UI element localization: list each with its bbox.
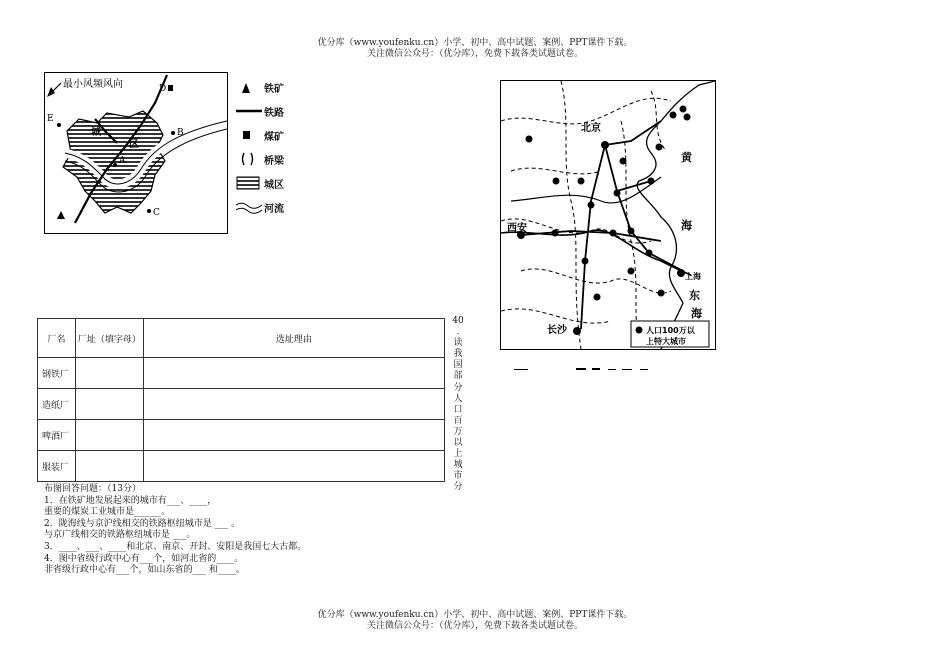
- table-row: [38, 420, 445, 451]
- label-b: B: [177, 128, 184, 138]
- reason-cell[interactable]: [143, 420, 444, 451]
- question-1a: 1．在铁矿地发展起来的城市有___、____，: [44, 495, 217, 506]
- province-borders: [501, 81, 671, 349]
- legend-railway: 铁路: [236, 102, 306, 124]
- factory-name: 啤酒厂: [38, 420, 76, 451]
- label-beijing: 北京: [581, 123, 601, 134]
- china-city-map: [500, 80, 716, 350]
- col-factory-name: 厂名: [38, 319, 76, 358]
- label-shanghai: 上海: [685, 272, 701, 281]
- china-map-drawing: [501, 81, 715, 349]
- site-cell[interactable]: [75, 451, 143, 482]
- table-header-row: [38, 319, 445, 358]
- coastline: [637, 81, 715, 349]
- label-dong: 东: [689, 289, 700, 302]
- label-e: E: [47, 114, 54, 124]
- point-a: [113, 163, 117, 167]
- question-2b: 与京广线相交的铁路枢纽城市是 ___。: [44, 530, 196, 541]
- question-4a: 4．图中省级行政中心有___个，如河北省的____。: [44, 553, 244, 564]
- table-row: [38, 358, 445, 389]
- reason-cell[interactable]: [143, 389, 444, 420]
- label-hai-1: 海: [681, 219, 692, 232]
- legend-urban: 城区: [236, 174, 306, 196]
- city-map: [44, 72, 228, 234]
- page-footer: [0, 610, 950, 632]
- header-line-2: 关注微信公众号：（优分库），免费下载各类试题试卷。: [366, 49, 583, 59]
- map-caption-fragment: [500, 360, 714, 370]
- iron-mine-icon: [236, 80, 262, 94]
- site-cell[interactable]: [75, 389, 143, 420]
- point-b: [171, 131, 175, 135]
- question-intro: 布图回答问题：（13分）: [44, 484, 141, 494]
- question-block: [44, 484, 464, 577]
- reason-cell[interactable]: [143, 451, 444, 482]
- legend-bridge: 桥梁: [236, 150, 306, 172]
- legend-coal: 煤矿: [236, 126, 306, 148]
- question-2a: 2．陇海线与京沪线相交的铁路枢纽城市是 ___ 。: [44, 518, 240, 529]
- factory-name: 钢铁厂: [38, 358, 76, 389]
- river-icon: [236, 200, 262, 214]
- label-hai-2: 海: [691, 307, 702, 320]
- wind-label: 最小风频风向: [63, 79, 123, 90]
- question-1b: 重要的煤炭工业城市是______。: [44, 507, 171, 518]
- label-huang: 黄: [681, 151, 692, 164]
- big-city-icon: [636, 327, 643, 334]
- china-legend-line-2: 上特大城市: [646, 337, 686, 346]
- bridge-icon: [236, 152, 262, 166]
- point-e: [57, 123, 61, 127]
- legend-iron: 铁矿: [236, 78, 306, 100]
- label-d: D: [159, 84, 167, 94]
- coal-mine-mark: [168, 85, 173, 91]
- page-header: [0, 38, 950, 60]
- table-row: [38, 451, 445, 482]
- china-legend-line-1: 人口100万以: [646, 326, 695, 335]
- zone-label: 区: [129, 139, 139, 150]
- question-4b: 非省级行政中心有___个，如山东省的___ 和____。: [44, 565, 245, 576]
- col-site-letter: 厂址（填字母）: [75, 319, 143, 358]
- railways: [521, 121, 683, 329]
- site-cell[interactable]: [75, 420, 143, 451]
- footer-line-1: 优分库（www.youfenku.cn）小学、初中、高中试题、案例、PPT课件下载。: [317, 610, 633, 620]
- river-yangtze: [501, 230, 691, 275]
- factory-site-table: [37, 318, 445, 482]
- footer-line-2: 关注微信公众号：（优分库），免费下载各类试题试卷。: [366, 621, 583, 631]
- legend-river: 河流: [236, 198, 306, 220]
- city-label: 城: [91, 127, 101, 138]
- table-row: [38, 389, 445, 420]
- vertical-question-text: 40 . 读 我 国 部 分 人 口 百 万 以 上 城 市 分: [452, 316, 464, 493]
- label-xian: 西安: [507, 223, 527, 234]
- city-map-drawing: [45, 73, 227, 233]
- point-c: [147, 209, 151, 213]
- railway-icon: [236, 104, 262, 118]
- urban-area-icon: [236, 176, 262, 190]
- reason-cell[interactable]: [143, 358, 444, 389]
- label-c: C: [153, 208, 160, 218]
- site-cell[interactable]: [75, 358, 143, 389]
- col-reason: 选址理由: [143, 319, 444, 358]
- label-changsha: 长沙: [547, 325, 567, 336]
- label-a: A: [119, 156, 126, 166]
- iron-mine-mark: [57, 211, 65, 219]
- factory-name: 造纸厂: [38, 389, 76, 420]
- coal-mine-icon: [236, 128, 262, 142]
- question-3: 3．____、___、____和北京、南京、开封、安阳是我国七大古都。: [44, 541, 307, 552]
- header-line-1: 优分库（www.youfenku.cn）小学、初中、高中试题、案例、PPT课件下载。: [317, 38, 633, 48]
- caption-strokes: [500, 365, 714, 370]
- factory-name: 服装厂: [38, 451, 76, 482]
